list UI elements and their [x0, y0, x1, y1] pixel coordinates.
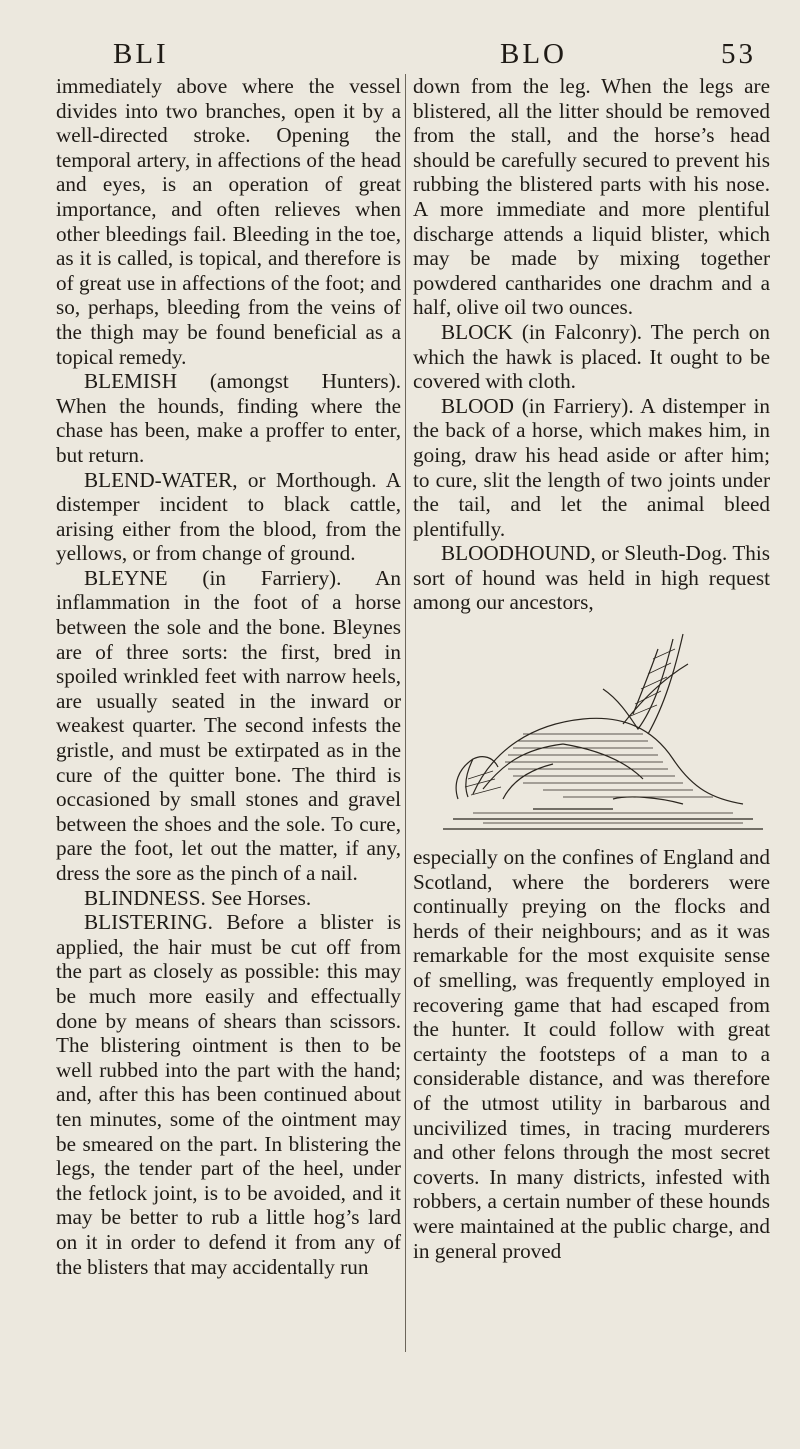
column-divider [405, 74, 406, 1352]
running-head-center: BLO [500, 38, 567, 70]
paragraph-bloodhound-continued: especially on the confines of England and Scotland, where the borderers were continually preying on the flocks and herds of their neighbours; and as it was remarkable for the most exquisite sense of smelling, was frequently employed in recovering game that had escaped from the hunter. It could follow with great certainty the footsteps of a man to a considerable distance, and was therefore of the utmost utility in barbarous and uncivilized times, in tracing murderers and other felons through the most secret coverts. In many districts, infested with robbers, a certain number of these hounds were maintained at the public charge, and in general proved [413, 845, 770, 1263]
right-column [413, 74, 770, 1263]
entry-block: BLOCK (in Falconry). The perch on which the hawk is placed. It ought to be covered with cloth. [413, 319, 770, 394]
entry-blood: BLOOD (in Farriery). A distemper in the back of a horse, which makes him, in going, draw his head aside or after him; to cure, slit the length of two joints under the tail, and let the animal bleed plentifully. [413, 393, 770, 541]
running-head-left: BLI [113, 38, 169, 70]
page-number: 53 [721, 38, 756, 70]
bloodhound-engraving [413, 619, 770, 839]
paragraph-blistering-continued: down from the leg. When the legs are blistered, all the litter should be removed from the stall, and the horse’s head should be carefully secured to prevent his rubbing the blistered parts with his nose. A more immediate and more plentiful discharge attends a liquid blister, which may be made by mixing together powdered cantharides one drachm and a half, olive oil two ounces. [413, 74, 770, 320]
entry-bloodhound: BLOODHOUND, or Sleuth-Dog. This sort of hound was held in high request among our ancestors, [413, 541, 770, 615]
entry-blemish: BLEMISH (amongst Hunters). When the hounds, finding where the chase has been, make a proffer to enter, but return. [56, 369, 401, 467]
left-column [56, 74, 401, 1279]
entry-blend-water: BLEND-WATER, or Morthough. A distemper incident to black cattle, arising either from the blood, from the yellows, or from change of ground. [56, 467, 401, 566]
entry-blindness: BLINDNESS. See Horses. [84, 885, 312, 910]
entry-bleyne: BLEYNE (in Farriery). An inflammation in the foot of a horse between the sole and the bone. Bleynes are of three sorts: the first, bred in spoiled wrinkled feet with narrow heels, are usually seated in the inward or weakest quarter. The second infests the gristle, and must be extirpated as in the cure of the quitter bone. The third is occasioned by small stones and gravel between the shoes and the sole. To cure, pare the foot, let out the matter, if any, dress the sore as the pinch of a nail. [56, 565, 401, 885]
entry-blistering: BLISTERING. Before a blister is applied, the hair must be cut off from the part as closely as possible: this may be much more easily and effectually done by means of shears than scissors. The blistering ointment is then to be well rubbed into the part with the hand; and, after this has been continued about ten minutes, some of the ointment may be smeared on the part. In blistering the legs, the tender part of the heel, under the fetlock joint, is to be avoided, and it may be better to rub a little hog’s lard on it in order to defend it from any of the blisters that may accidentally run [56, 910, 401, 1279]
paragraph-bleeding-continued: immediately above where the vessel divides into two branches, open it by a well-directed stroke. Opening the temporal artery, in affections of the head and eyes, is an operation of great importance, and often relieves when other bleedings fail. Bleeding in the toe, as it is called, is topical, and therefore is of great use in affections of the foot; and so, perhaps, bleeding from the veins of the thigh may be found beneficial as a topical remedy. [56, 74, 401, 369]
